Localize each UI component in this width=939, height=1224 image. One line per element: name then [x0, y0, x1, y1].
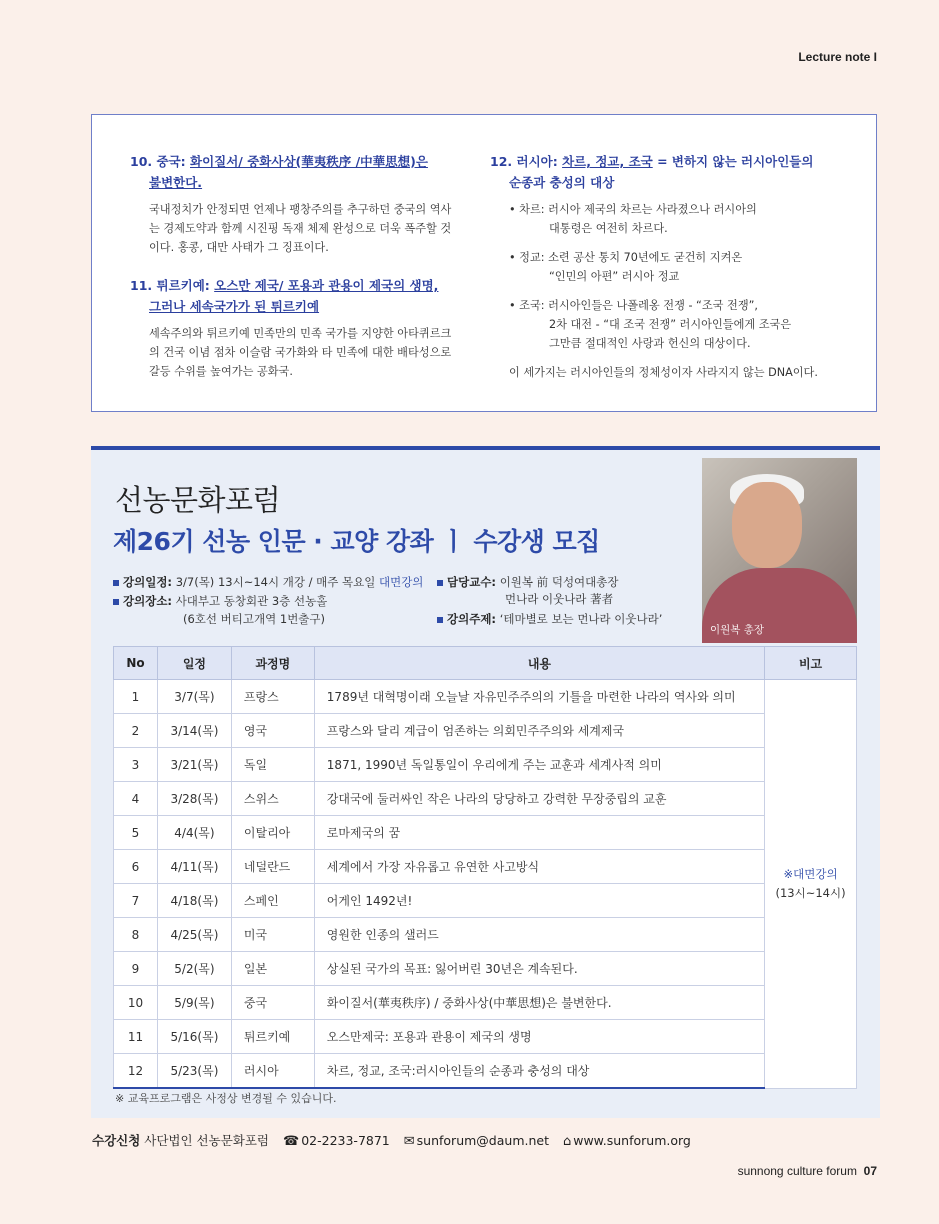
bullet-tsar-line1: • 차르: 러시아 제국의 차르는 사라졌으나 러시아의 — [509, 203, 757, 216]
table-row — [114, 680, 857, 714]
lecture-note-header: Lecture note I — [798, 50, 877, 64]
table-row — [114, 918, 857, 952]
lecture-right-column — [490, 151, 860, 382]
row-date: 5/16(목) — [157, 1020, 231, 1054]
contact-org: 사단법인 선농문화포럼 — [140, 1133, 270, 1148]
contact-web[interactable]: www.sunforum.org — [573, 1133, 691, 1148]
row-course: 독일 — [231, 748, 314, 782]
section-11-title — [130, 275, 460, 317]
section-12-heading-line2: 순종과 충성의 대상 — [509, 175, 615, 190]
row-no: 2 — [114, 714, 158, 748]
bullet-tsar-line2: 대통령은 여전히 차르다. — [549, 222, 668, 235]
row-no: 12 — [114, 1054, 158, 1089]
schedule-body — [114, 680, 857, 1089]
section-12-title — [490, 151, 860, 193]
table-row — [114, 782, 857, 816]
professor-value: 이원복 前 덕성여대총장 — [496, 575, 619, 589]
header-note: 비고 — [765, 647, 857, 680]
bullet-motherland-line3: 그만큼 절대적인 사랑과 헌신의 대상이다. — [549, 337, 751, 350]
section-12-heading: 차르, 정교, 조국 — [562, 154, 653, 169]
row-date: 5/2(목) — [157, 952, 231, 986]
row-date: 4/4(목) — [157, 816, 231, 850]
table-row — [114, 816, 857, 850]
lecture-left-column — [130, 151, 460, 399]
topic-value: ‘테마별로 보는 먼나라 이웃나라’ — [496, 612, 663, 626]
header-content: 내용 — [314, 647, 764, 680]
row-no: 4 — [114, 782, 158, 816]
section-10-heading: 화이질서/ 중화사상(華夷秩序 /中華思想)은 — [190, 154, 428, 169]
header-no: No — [114, 647, 158, 680]
forum-recruitment-section — [91, 446, 880, 1118]
info-topic — [437, 611, 662, 628]
row-no: 9 — [114, 952, 158, 986]
note-line1: ※대면강의 — [783, 866, 838, 881]
row-date: 5/23(목) — [157, 1054, 231, 1089]
photo-face — [732, 482, 802, 568]
row-course: 영국 — [231, 714, 314, 748]
contact-email[interactable]: sunforum@daum.net — [416, 1133, 549, 1148]
topic-label: 강의주제: — [447, 612, 497, 626]
row-date: 4/11(목) — [157, 850, 231, 884]
section-11-number: 11. 튀르키예: — [130, 278, 215, 293]
info-place — [113, 593, 327, 610]
row-no: 5 — [114, 816, 158, 850]
section-10-title — [130, 151, 460, 193]
row-course: 미국 — [231, 918, 314, 952]
note-line2: (13시~14시) — [775, 885, 846, 900]
row-course: 튀르키예 — [231, 1020, 314, 1054]
bullet-orthodox-line1: • 정교: 소련 공산 통치 70년에도 굳건히 지켜온 — [509, 251, 743, 264]
section-11-body: 세속주의와 튀르키예 민족만의 민족 국가를 지양한 아타퀴르크의 건국 이념 점차 이슬람 국가화와 타 민족에 대한 배타성으로 갈등 수위를 높여가는 공화국. — [149, 327, 452, 378]
row-content: 1789년 대혁명이래 오늘날 자유민주주의의 기틀을 마련한 나라의 역사와 의미 — [314, 680, 764, 714]
row-date: 4/25(목) — [157, 918, 231, 952]
row-course: 스페인 — [231, 884, 314, 918]
row-no: 7 — [114, 884, 158, 918]
section-10-number: 10. 중국: — [130, 154, 190, 169]
contact-line — [92, 1131, 691, 1149]
row-no: 1 — [114, 680, 158, 714]
phone-icon: ☎ — [283, 1134, 300, 1149]
row-content: 로마제국의 꿈 — [314, 816, 764, 850]
schedule-value: 3/7(목) 13시~14시 개강 / 매주 목요일 — [172, 575, 379, 589]
row-course: 러시아 — [231, 1054, 314, 1089]
bullet-orthodox-line2: “인민의 아편” 러시아 정교 — [549, 270, 680, 283]
row-date: 5/9(목) — [157, 986, 231, 1020]
bullet-square-icon — [113, 599, 119, 605]
section-12-closing: 이 세가지는 러시아인들의 정체성이자 사라지지 않는 DNA이다. — [509, 366, 818, 379]
table-row — [114, 1020, 857, 1054]
place-label: 강의장소: — [123, 594, 173, 608]
row-content: 상실된 국가의 목표: 잃어버린 30년은 계속된다. — [314, 952, 764, 986]
table-row — [114, 884, 857, 918]
bullet-motherland — [490, 296, 860, 353]
row-course: 일본 — [231, 952, 314, 986]
bullet-motherland-line2: 2차 대전 - “대 조국 전쟁” 러시아인들에게 조국은 — [549, 318, 792, 331]
info-professor-line2: 먼나라 이웃나라 著者 — [505, 592, 614, 606]
bullet-square-icon — [437, 580, 443, 586]
page-footer — [738, 1164, 877, 1178]
row-content: 프랑스와 달리 계급이 엄존하는 의회민주주의와 세계제국 — [314, 714, 764, 748]
table-row — [114, 850, 857, 884]
row-content: 강대국에 둘러싸인 작은 나라의 당당하고 강력한 무장중립의 교훈 — [314, 782, 764, 816]
header-date: 일정 — [157, 647, 231, 680]
row-no: 3 — [114, 748, 158, 782]
bullet-square-icon — [437, 617, 443, 623]
section-11-heading: 오스만 제국/ 포용과 관용이 제국의 생명, — [214, 278, 439, 293]
section-12-number: 12. 러시아: — [490, 154, 563, 169]
photo-caption: 이원복 총장 — [710, 624, 765, 636]
row-course: 스위스 — [231, 782, 314, 816]
page-number: 07 — [863, 1164, 877, 1178]
row-content: 오스만제국: 포용과 관용이 제국의 생명 — [314, 1020, 764, 1054]
row-date: 4/18(목) — [157, 884, 231, 918]
row-no: 10 — [114, 986, 158, 1020]
section-12-heading-rest: = 변하지 않는 러시아인들의 — [652, 154, 814, 169]
row-date: 3/14(목) — [157, 714, 231, 748]
row-date: 3/28(목) — [157, 782, 231, 816]
lecture-note-box — [91, 114, 877, 412]
table-row — [114, 714, 857, 748]
schedule-highlight: 대면강의 — [378, 575, 424, 589]
row-no: 8 — [114, 918, 158, 952]
info-place-line2: (6호선 버티고개역 1번출구) — [183, 612, 326, 626]
professor-photo — [702, 458, 857, 643]
schedule-table — [113, 646, 857, 1089]
row-note — [765, 680, 857, 1089]
info-professor — [437, 574, 619, 591]
section-10-body: 국내정치가 안정되면 언제나 팽창주의를 추구하던 중국의 역사는 경제도약과 함께 시진핑 독재 체제 완성으로 더욱 폭주할 것이다. 홍콩, 대만 사태가 그 징표이다. — [149, 203, 452, 254]
row-no: 11 — [114, 1020, 158, 1054]
schedule-label: 강의일정: — [123, 575, 173, 589]
bullet-orthodox — [490, 248, 860, 286]
row-content: 영원한 인종의 샐러드 — [314, 918, 764, 952]
place-value: 사대부고 동창회관 3층 선농홀 — [172, 594, 328, 608]
info-schedule — [113, 574, 423, 591]
home-icon: ⌂ — [562, 1134, 572, 1149]
row-date: 3/21(목) — [157, 748, 231, 782]
footer-name: sunnong culture forum — [737, 1164, 857, 1178]
row-course: 중국 — [231, 986, 314, 1020]
row-course: 이탈리아 — [231, 816, 314, 850]
mail-icon: ✉ — [403, 1134, 415, 1149]
forum-subtitle: 제26기 선농 인문 · 교양 강좌 ㅣ 수강생 모집 — [113, 527, 600, 556]
table-row — [114, 748, 857, 782]
table-row — [114, 986, 857, 1020]
bullet-motherland-line1: • 조국: 러시아인들은 나폴레옹 전쟁 - “조국 전쟁”, — [509, 299, 758, 312]
row-content: 어게인 1492년! — [314, 884, 764, 918]
bullet-tsar — [490, 200, 860, 238]
row-content: 차르, 정교, 조국:러시아인들의 순종과 충성의 대상 — [314, 1054, 764, 1089]
row-date: 3/7(목) — [157, 680, 231, 714]
section-10-heading-line2: 불변한다. — [149, 175, 203, 190]
header-course: 과정명 — [231, 647, 314, 680]
contact-phone[interactable]: 02-2233-7871 — [301, 1133, 390, 1148]
row-content: 세계에서 가장 자유롭고 유연한 사고방식 — [314, 850, 764, 884]
bullet-square-icon — [113, 580, 119, 586]
row-no: 6 — [114, 850, 158, 884]
table-header-row — [114, 647, 857, 680]
contact-label: 수강신청 — [92, 1133, 141, 1148]
schedule-footnote: ※ 교육프로그램은 사정상 변경될 수 있습니다. — [115, 1092, 337, 1105]
table-row — [114, 1054, 857, 1089]
professor-label: 담당교수: — [447, 575, 497, 589]
forum-title: 선농문화포럼 — [115, 483, 281, 517]
table-row — [114, 952, 857, 986]
section-11-heading-line2: 그러나 세속국가가 된 튀르키예 — [149, 299, 320, 314]
row-course: 프랑스 — [231, 680, 314, 714]
row-content: 화이질서(華夷秩序) / 중화사상(中華思想)은 불변한다. — [314, 986, 764, 1020]
row-content: 1871, 1990년 독일통일이 우리에게 주는 교훈과 세계사적 의미 — [314, 748, 764, 782]
row-course: 네덜란드 — [231, 850, 314, 884]
